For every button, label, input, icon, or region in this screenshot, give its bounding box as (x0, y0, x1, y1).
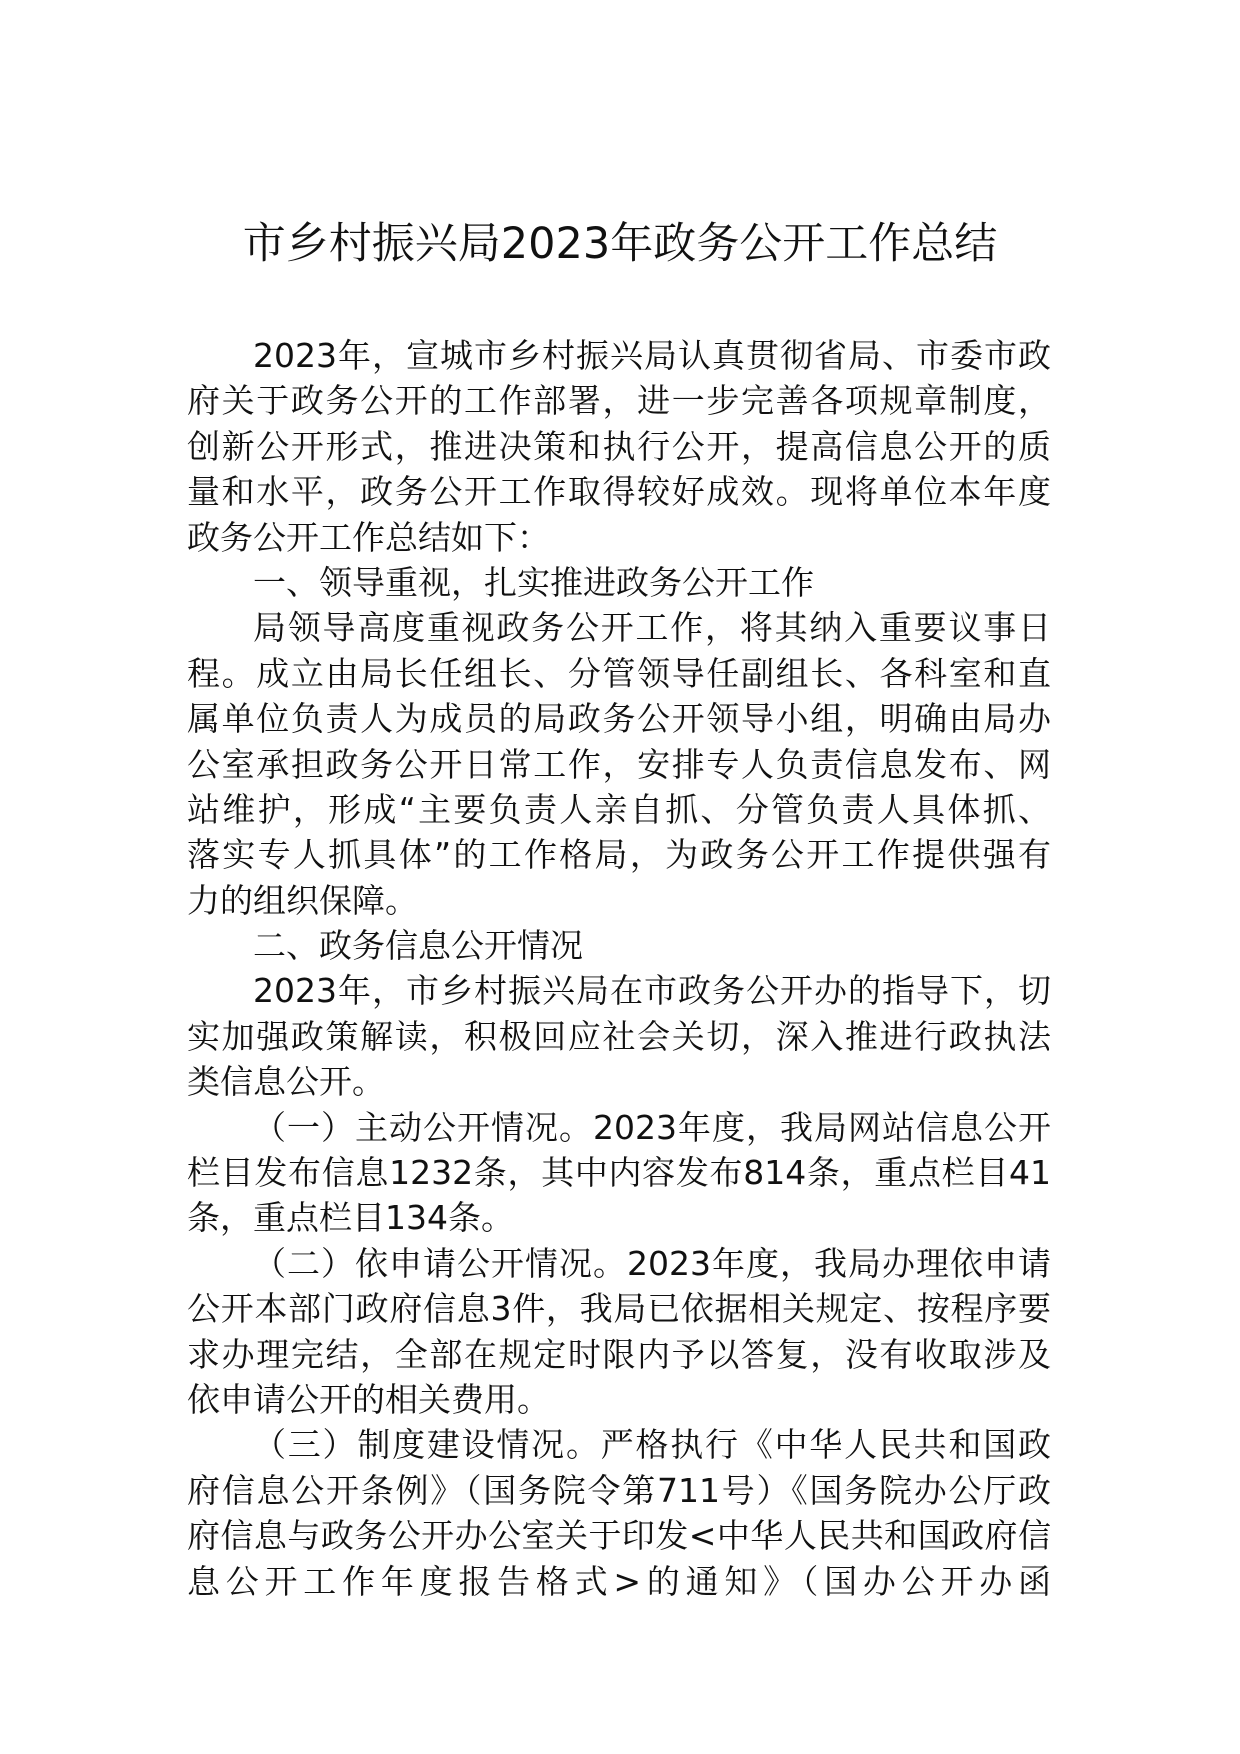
text-line: 力的组织保障。 (187, 880, 418, 920)
document-title: 市乡村振兴局2023年政务公开工作总结 (242, 219, 998, 269)
text-line: 属单位负责人为成员的局政务公开领导小组，明确由局办 (187, 699, 1051, 739)
text-line: 落实专人抓具体”的工作格局，为政务公开工作提供强有 (187, 835, 1051, 875)
text-line: 站维护，形成“主要负责人亲自抓、分管负责人具体抓、 (187, 789, 1051, 829)
document-body (187, 333, 1051, 1604)
text-line: 公开本部门政府信息3件，我局已依据相关规定、按程序要 (187, 1289, 1051, 1329)
text-line: 程。成立由局长任组长、分管领导任副组长、各科室和直 (187, 653, 1051, 693)
text-line: 求办理完结，全部在规定时限内予以答复，没有收取涉及 (187, 1334, 1051, 1374)
text-line: 府信息与政务公开办公室关于印发<中华人民共和国政府信 (187, 1516, 1051, 1556)
section-heading: 二、政务信息公开情况 (253, 926, 583, 966)
text-line: 栏目发布信息1232条，其中内容发布814条，重点栏目41 (187, 1153, 1051, 1193)
text-line: 2023年，市乡村振兴局在市政务公开办的指导下，切 (253, 971, 1051, 1011)
text-line: （三）制度建设情况。严格执行《中华人民共和国政 (253, 1425, 1051, 1465)
text-line: 府信息公开条例》（国务院令第711号）《国务院办公厅政 (187, 1470, 1051, 1510)
text-line: 类信息公开。 (187, 1062, 385, 1102)
text-line: 公室承担政务公开日常工作，安排专人负责信息发布、网 (187, 744, 1051, 784)
text-line: 局领导高度重视政务公开工作，将其纳入重要议事日 (253, 608, 1051, 648)
text-line: 府关于政务公开的工作部署，进一步完善各项规章制度， (187, 381, 1051, 421)
text-line: 2023年，宣城市乡村振兴局认真贯彻省局、市委市政 (253, 336, 1051, 375)
section-heading: 一、领导重视，扎实推进政务公开工作 (253, 562, 814, 602)
text-line: 息公开工作年度报告格式>的通知》（国办公开办函 (187, 1561, 1051, 1601)
text-line: 政务公开工作总结如下： (187, 517, 550, 557)
text-line: 实加强政策解读，积极回应社会关切，深入推进行政执法 (187, 1016, 1051, 1056)
text-line: （二）依申请公开情况。2023年度，我局办理依申请 (253, 1243, 1051, 1283)
text-line: （一）主动公开情况。2023年度，我局网站信息公开 (253, 1107, 1051, 1147)
text-line: 创新公开形式，推进决策和执行公开，提高信息公开的质 (187, 426, 1051, 466)
text-line: 量和水平，政务公开工作取得较好成效。现将单位本年度 (187, 472, 1051, 512)
text-line: 条，重点栏目134条。 (187, 1198, 514, 1238)
text-line: 依申请公开的相关费用。 (187, 1379, 550, 1419)
